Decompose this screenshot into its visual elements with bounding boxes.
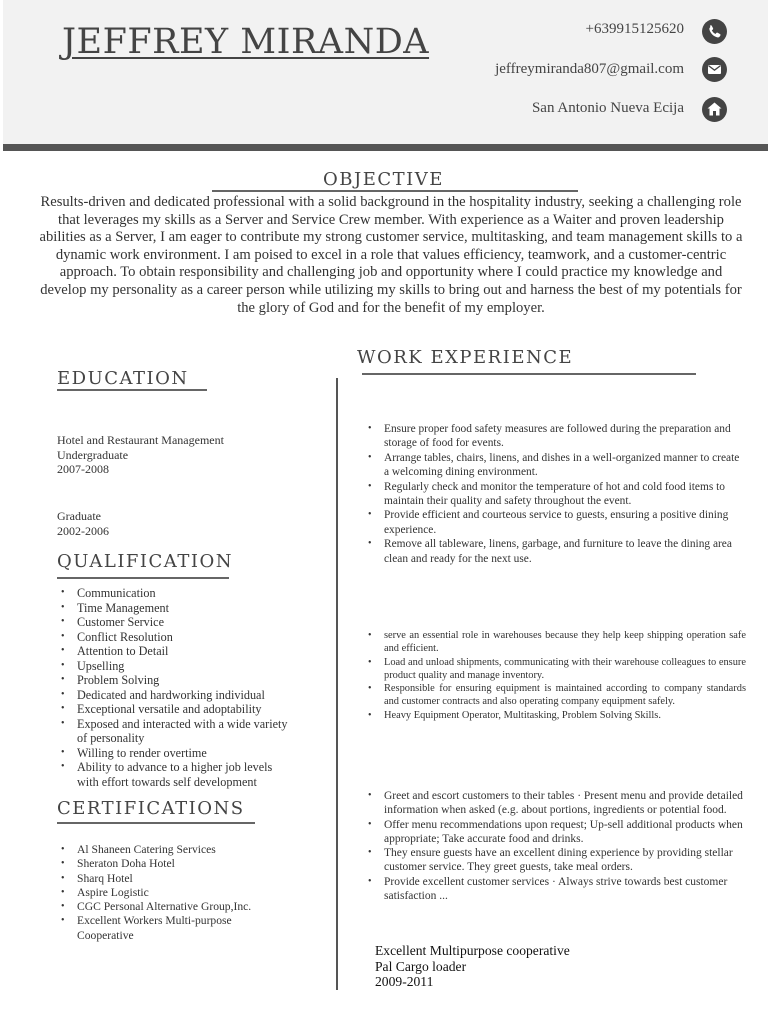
phone-icon bbox=[702, 19, 727, 44]
list-item: • Load and unload shipments, communicating with their warehouse colleagues to ensure product quality and manage inventory. bbox=[364, 656, 746, 683]
list-item: • Responsible for ensuring equipment is maintained according to company standards and customer contracts and also operating company equipment safely. bbox=[364, 682, 746, 709]
list-item: • Conflict Resolution bbox=[57, 630, 292, 645]
job-years: 2009-2011 bbox=[375, 974, 434, 989]
header-divider-bar bbox=[3, 144, 768, 151]
education-entry bbox=[57, 509, 109, 538]
list-item: • Upselling bbox=[57, 659, 292, 674]
education-program: Graduate bbox=[57, 509, 101, 523]
list-item: • serve an essential role in warehouses because they help keep shipping operation safe and efficient. bbox=[364, 629, 746, 656]
candidate-name: JEFFREY MIRANDA bbox=[62, 22, 430, 62]
list-item: • Aspire Logistic bbox=[57, 886, 287, 900]
list-item: • Ensure proper food safety measures are followed during the preparation and storage of food for events. bbox=[364, 422, 746, 451]
work-duties-list bbox=[364, 789, 746, 903]
work-duties-list bbox=[364, 629, 746, 722]
certifications-underline bbox=[57, 822, 255, 824]
education-program: Hotel and Restaurant Management bbox=[57, 433, 224, 447]
list-item: • Customer Service bbox=[57, 615, 292, 630]
list-item: • Exposed and interacted with a wide variety of personality bbox=[57, 717, 292, 746]
list-item: • Al Shaneen Catering Services bbox=[57, 843, 287, 857]
list-item: • Sheraton Doha Hotel bbox=[57, 857, 287, 871]
list-item: • Exceptional versatile and adoptability bbox=[57, 702, 292, 717]
list-item: • Heavy Equipment Operator, Multitasking, Problem Solving Skills. bbox=[364, 709, 746, 722]
contact-phone: +639915125620 bbox=[585, 21, 684, 37]
list-item: • Attention to Detail bbox=[57, 644, 292, 659]
education-entry bbox=[57, 433, 224, 477]
education-title: EDUCATION bbox=[57, 368, 189, 389]
objective-title: OBJECTIVE bbox=[323, 169, 444, 190]
list-item: • They ensure guests have an excellent dining experience by providing stellar customer service. They greet guests, take meal orders. bbox=[364, 846, 746, 875]
work-experience-underline bbox=[362, 373, 696, 375]
list-item: • Remove all tableware, linens, garbage, and furniture to leave the dining area clean and ready for the next use. bbox=[364, 537, 746, 566]
work-experience-title: WORK EXPERIENCE bbox=[357, 347, 574, 368]
list-item: • Excellent Workers Multi-purpose Cooperative bbox=[57, 914, 287, 943]
email-icon bbox=[702, 57, 727, 82]
list-item: • Willing to render overtime bbox=[57, 746, 292, 761]
list-item: • Ability to advance to a higher job levels with effort towards self development bbox=[57, 760, 292, 789]
qualification-title: QUALIFICATION bbox=[57, 551, 233, 572]
work-company-block bbox=[375, 943, 570, 990]
list-item: • Dedicated and hardworking individual bbox=[57, 688, 292, 703]
education-years: 2007-2008 bbox=[57, 462, 109, 476]
qualification-list bbox=[57, 586, 292, 789]
list-item: • Arrange tables, chairs, linens, and dishes in a well-organized manner to create a welcoming dining environment. bbox=[364, 451, 746, 480]
objective-underline bbox=[212, 190, 578, 192]
list-item: • Provide efficient and courteous service to guests, ensuring a positive dining experience. bbox=[364, 508, 746, 537]
certifications-list bbox=[57, 843, 287, 943]
list-item: • Offer menu recommendations upon request; Up-sell additional products when appropriate; Take accurate food and drinks. bbox=[364, 818, 746, 847]
contact-email: jeffreymiranda807@gmail.com bbox=[495, 61, 684, 77]
list-item: • Provide excellent customer services · Always strive towards best customer satisfaction ... bbox=[364, 875, 746, 904]
qualification-underline bbox=[57, 577, 229, 579]
list-item: • Greet and escort customers to their tables · Present menu and provide detailed information when asked (e.g. about portions, ingredients or potential food. bbox=[364, 789, 746, 818]
list-item: • Sharq Hotel bbox=[57, 872, 287, 886]
certifications-title: CERTIFICATIONS bbox=[57, 798, 245, 819]
education-status: Undergraduate bbox=[57, 447, 129, 462]
job-role: Pal Cargo loader bbox=[375, 958, 467, 974]
list-item: • Regularly check and monitor the temperature of hot and cold food items to maintain their quality and safety throughout the event. bbox=[364, 480, 746, 509]
contact-address: San Antonio Nueva Ecija bbox=[531, 100, 684, 116]
work-duties-list bbox=[364, 422, 746, 566]
education-years: 2002-2006 bbox=[57, 523, 109, 538]
education-underline bbox=[57, 389, 207, 391]
list-item: • Time Management bbox=[57, 601, 292, 616]
list-item: • CGC Personal Alternative Group,Inc. bbox=[57, 900, 287, 914]
company-name: Excellent Multipurpose cooperative bbox=[375, 943, 570, 958]
objective-text: Results-driven and dedicated professional with a solid background in the hospitality industry, seeking a challenging role that leverages my skills as a Server and Service Crew member. With experience as a Waiter and proven leadership abilities as a Server, I am eager to contribute my strong customer service, multitasking, and team management skills to a dynamic work environment. I am poised to excel in a role that values efficiency, teamwork, and a customer-centric approach. To obtain responsibility and challenging job and opportunity where I could practice my knowledge and develop my personality as a career person while utilizing my skills to bring out and harness the best of my potentials for the glory of God and for the benefit of my employer. bbox=[39, 194, 743, 316]
column-divider bbox=[336, 378, 338, 990]
list-item: • Communication bbox=[57, 586, 292, 601]
home-icon bbox=[702, 97, 727, 122]
list-item: • Problem Solving bbox=[57, 673, 292, 688]
